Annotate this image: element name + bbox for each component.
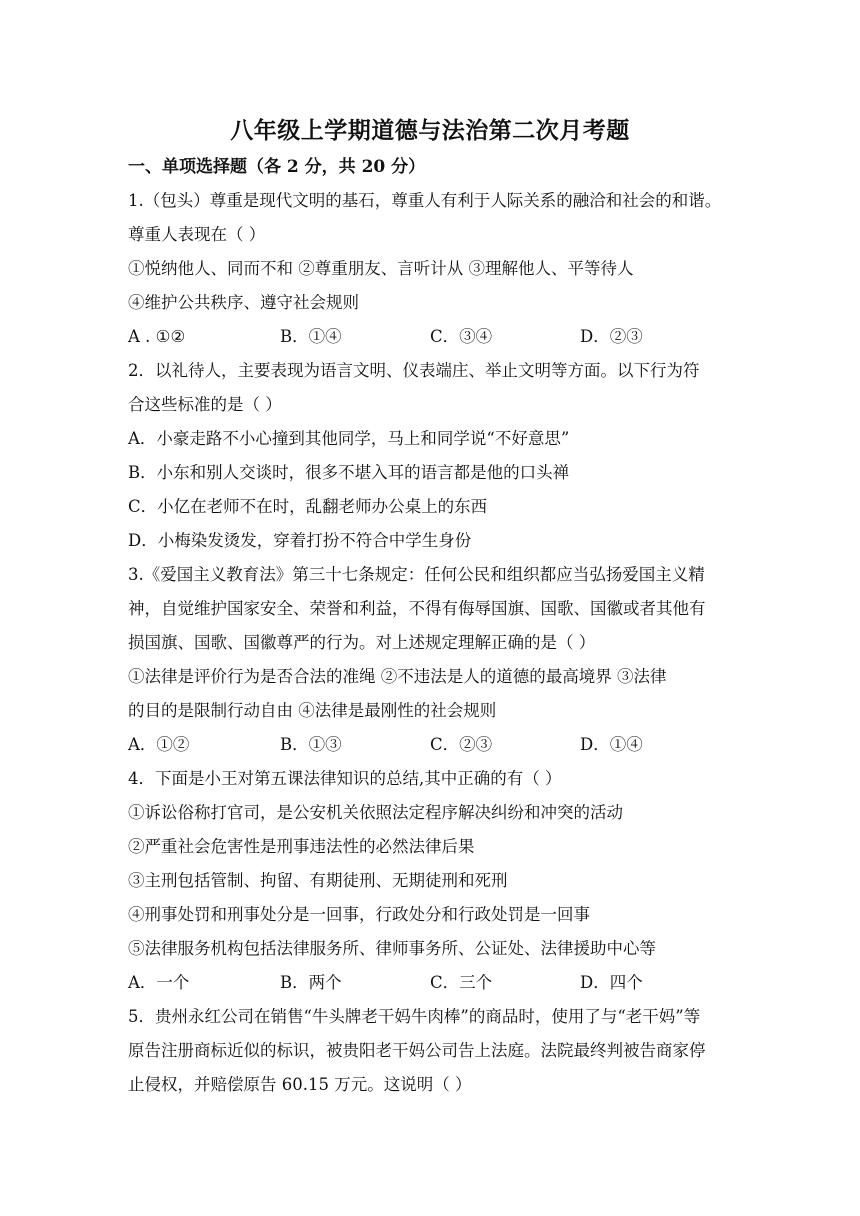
q3-line-1: 3.《爱国主义教育法》第三十七条规定：任何公民和组织都应当弘扬爱国主义精 <box>128 565 705 584</box>
q5-line-3: 止侵权，并赔偿原告 60.15 万元。这说明（ ） <box>128 1075 472 1094</box>
q2-line-2: 合这些标准的是（ ） <box>128 395 282 414</box>
q2-line-1: 2．以礼待人，主要表现为语言文明、仪表端庄、举止文明等方面。以下行为符 <box>128 361 700 380</box>
section-heading: 一、单项选择题（各 2 分，共 20 分） <box>128 157 426 177</box>
q1-option-a: A . ①② <box>128 327 186 346</box>
q3-option-d: D．①④ <box>580 735 643 754</box>
q1-line-2: 尊重人表现在（ ） <box>128 225 266 244</box>
q3-option-b: B．①③ <box>280 735 342 754</box>
q5-line-1: 5．贵州永红公司在销售“牛头牌老干妈牛肉棒”的商品时，使用了与“老干妈”等 <box>128 1007 701 1026</box>
q1-option-c: C．③④ <box>430 327 493 346</box>
q3-line-5: 的目的是限制行动自由 ④法律是最刚性的社会规则 <box>128 701 497 720</box>
q1-option-d: D．②③ <box>580 327 643 346</box>
q2-option-b: B．小东和别人交谈时，很多不堪入耳的语言都是他的口头禅 <box>128 463 570 482</box>
q1-option-b: B．①④ <box>280 327 342 346</box>
q1-line-1: 1.（包头）尊重是现代文明的基石，尊重人有利于人际关系的融洽和社会的和谐。 <box>128 191 722 210</box>
q3-line-2: 神，自觉维护国家安全、荣誉和利益，不得有侮辱国旗、国歌、国徽或者其他有 <box>128 599 706 618</box>
q2-option-a: A．小豪走路不小心撞到其他同学，马上和同学说“不好意思” <box>128 429 570 448</box>
q4-option-d: D．四个 <box>580 973 643 992</box>
q1-line-3: ①悦纳他人、同而不和 ②尊重朋友、言听计从 ③理解他人、平等待人 <box>128 259 634 278</box>
q4-item-1: ①诉讼俗称打官司，是公安机关依照法定程序解决纠纷和冲突的活动 <box>128 803 623 822</box>
q4-option-c: C．三个 <box>430 973 493 992</box>
q5-line-2: 原告注册商标近似的标识，被贵阳老干妈公司告上法庭。法院最终判被告商家停 <box>128 1041 706 1060</box>
q1-line-4: ④维护公共秩序、遵守社会规则 <box>128 293 359 312</box>
q4-item-5: ⑤法律服务机构包括法律服务所、律师事务所、公证处、法律援助中心等 <box>128 939 656 958</box>
q4-item-4: ④刑事处罚和刑事处分是一回事，行政处分和行政处罚是一回事 <box>128 905 590 924</box>
q2-option-c: C．小亿在老师不在时，乱翻老师办公桌上的东西 <box>128 497 488 516</box>
q3-line-4: ①法律是评价行为是否合法的准绳 ②不违法是人的道德的最高境界 ③法律 <box>128 667 667 686</box>
q2-option-d: D．小梅染发烫发，穿着打扮不符合中学生身份 <box>128 531 472 550</box>
q4-item-3: ③主刑包括管制、拘留、有期徒刑、无期徒刑和死刑 <box>128 871 508 890</box>
q3-option-c: C．②③ <box>430 735 493 754</box>
q3-line-3: 损国旗、国歌、国徽尊严的行为。对上述规定理解正确的是（ ） <box>128 633 596 652</box>
exam-title: 八年级上学期道德与法治第二次月考题 <box>230 117 630 144</box>
q4-option-a: A．一个 <box>128 973 190 992</box>
q3-option-a: A．①② <box>128 735 190 754</box>
q4-line-1: 4．下面是小王对第五课法律知识的总结,其中正确的有（ ） <box>128 769 562 788</box>
q4-item-2: ②严重社会危害性是刑事违法性的必然法律后果 <box>128 837 475 856</box>
q4-option-b: B．两个 <box>280 973 342 992</box>
